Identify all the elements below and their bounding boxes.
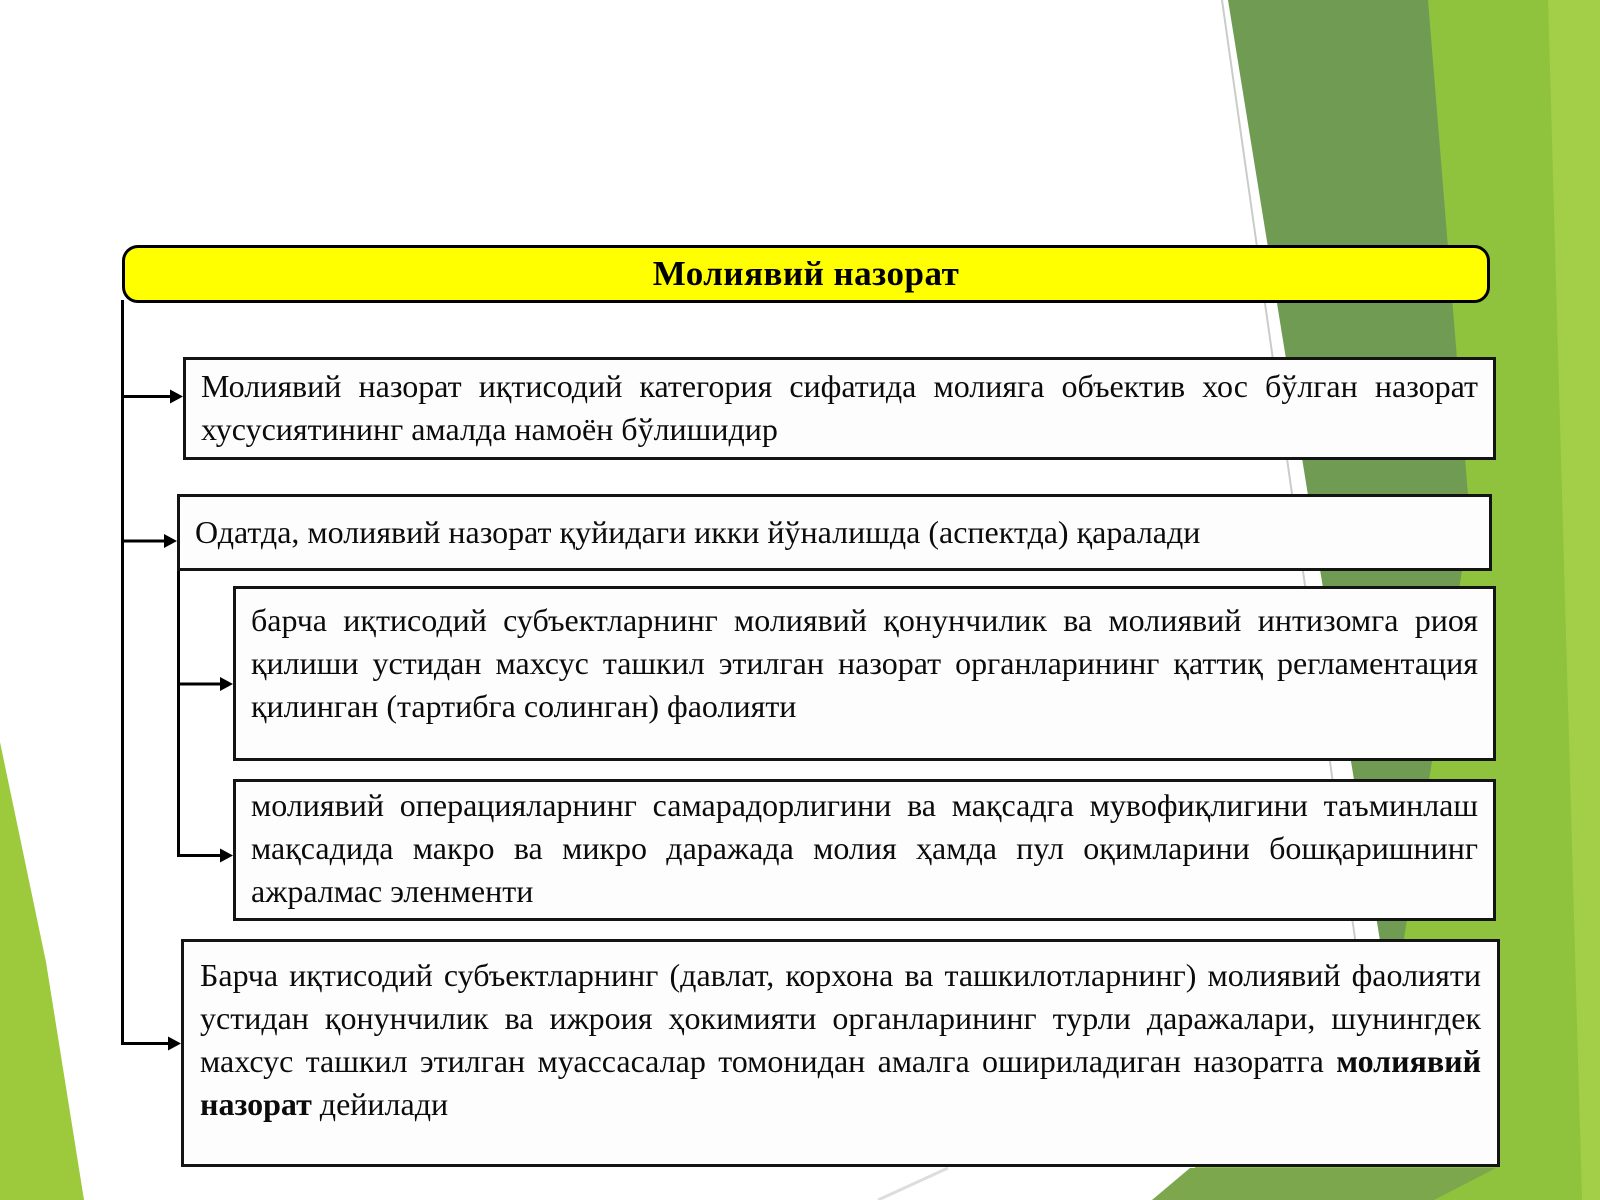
conclusion-box bbox=[181, 939, 1500, 1167]
conclusion-text-after: дейилади bbox=[311, 1086, 449, 1122]
title-bar bbox=[122, 245, 1490, 303]
arrowhead-definition bbox=[170, 390, 183, 404]
conclusion-text-before: Барча иқтисодий субъектларнинг (давлат, корхона ва ташкилотларнинг) молиявий фаолияти устидан қонунчилик ва ижроия ҳокимияти органларининг турли даражалари, шунингдек махсус ташкил этилган муассасалар томонидан амалга ошириладиган назоратга bbox=[200, 957, 1481, 1079]
aspect-2-box bbox=[233, 779, 1496, 921]
aspects-intro-text: Одатда, молиявий назорат қуйидаги икки йўналишда (аспектда) қаралади bbox=[195, 514, 1201, 550]
aspect-1-text: барча иқтисодий субъектларнинг молиявий қонунчилик ва молиявий интизомга риоя қилиши устидан махсус ташкил этилган назорат органларининг қаттиқ регламентация қилинган (тартибга солинган) фаолияти bbox=[251, 602, 1478, 724]
aspects-intro-box bbox=[177, 494, 1492, 571]
arrowhead-aspects bbox=[164, 534, 177, 548]
arrowhead-aspect1 bbox=[220, 677, 233, 691]
slide-title: Молиявий назорат bbox=[652, 254, 960, 293]
definition-box bbox=[183, 357, 1496, 460]
arrowhead-aspect2 bbox=[220, 849, 233, 863]
conclusion-text-bold: молиявий назорат bbox=[200, 1043, 1481, 1122]
aspect-2-text: молиявий операцияларнинг самарадорлигини ва мақсадга мувофиқлигини таъминлаш мақсадида макро ва микро даражада молия ҳамда пул оқимларини бошқаришнинг ажралмас эленменти bbox=[251, 787, 1478, 909]
definition-text: Молиявий назорат иқтисодий категория сифатида молияга объектив хос бўлган назорат хусусиятининг амалда намоён бўлишидир bbox=[201, 368, 1478, 447]
aspect-1-box bbox=[233, 586, 1496, 761]
conclusion-text bbox=[200, 954, 1481, 1126]
arrowhead-conclusion bbox=[168, 1037, 181, 1051]
